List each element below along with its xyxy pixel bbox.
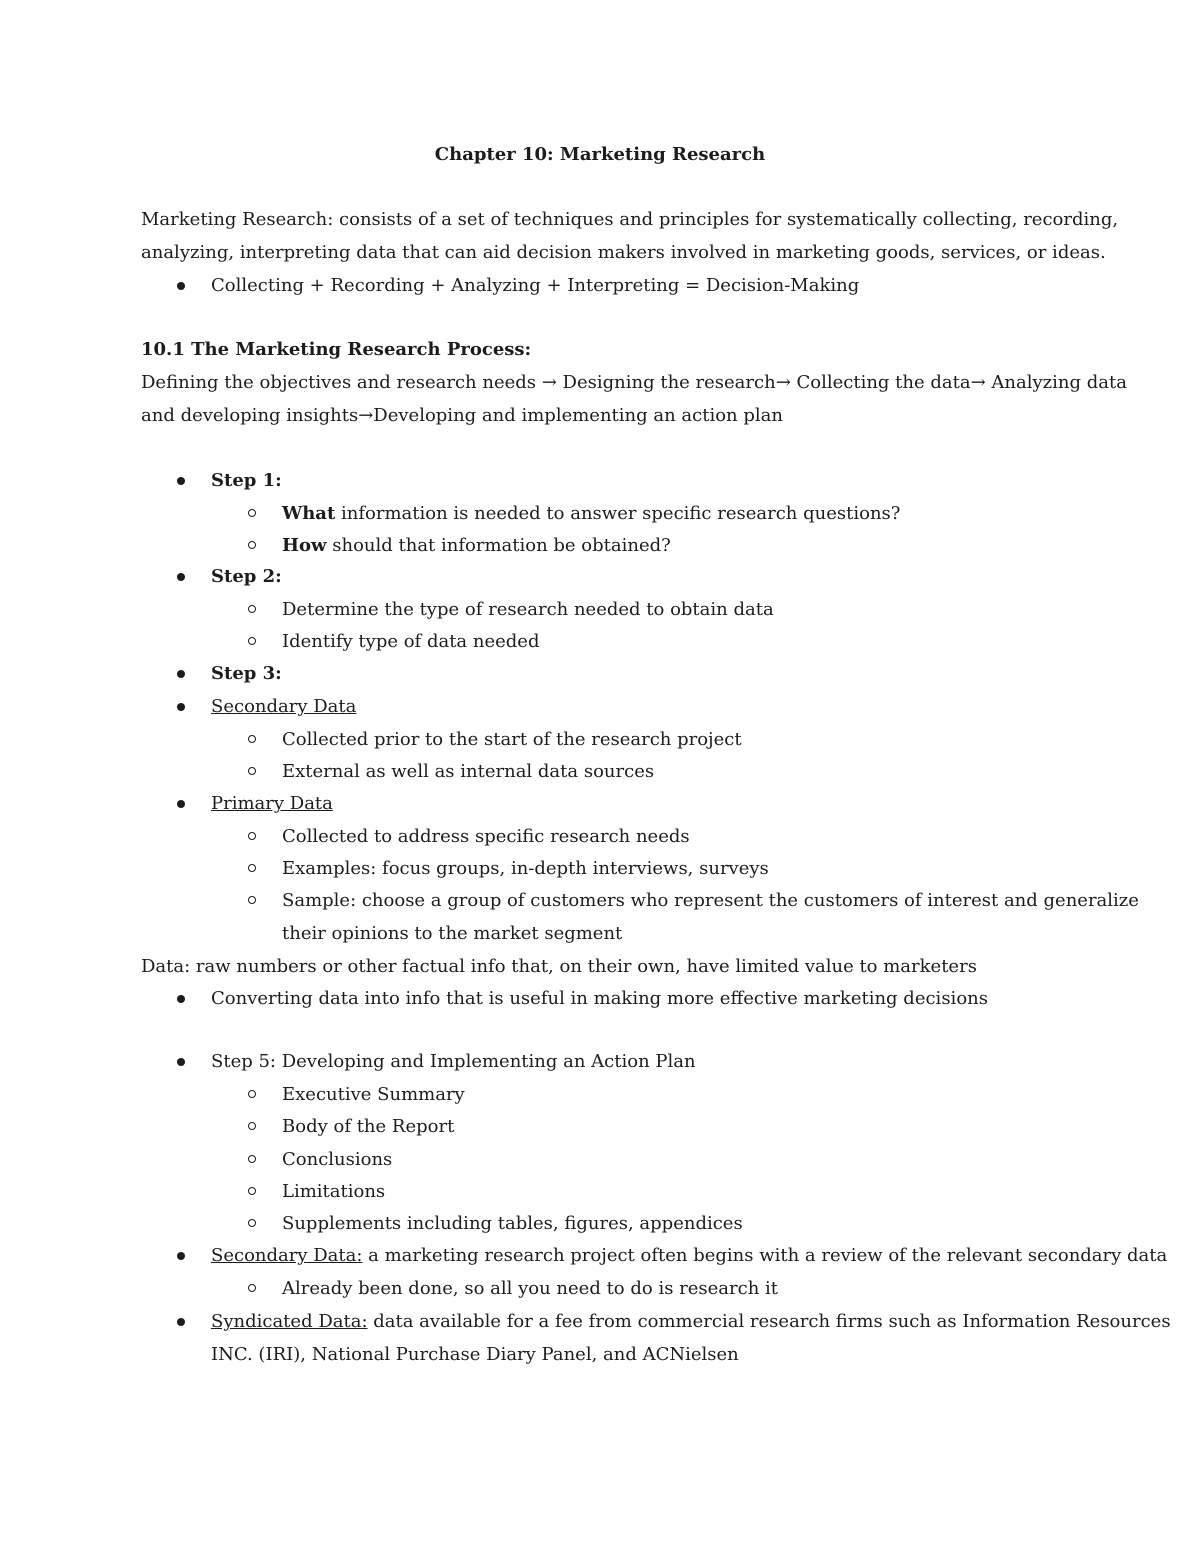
step-5-item: Conclusions [282, 1149, 393, 1170]
sub-bullet-icon [248, 864, 256, 872]
section-heading: 10.1 The Marketing Research Process: [141, 339, 532, 360]
bullet-icon [177, 670, 185, 678]
step-5-item: Limitations [282, 1181, 386, 1202]
sub-bullet-icon [248, 735, 256, 743]
step-5-item: Executive Summary [282, 1084, 465, 1105]
secondary-data-sub: Already been done, so all you need to do is research it [282, 1278, 779, 1299]
sub-bullet-icon [248, 637, 256, 645]
primary-data-item: Collected to address specific research needs [282, 826, 690, 847]
step-2-label: Step 2: [211, 566, 282, 587]
process-line-1: Defining the objectives and research needs → Designing the research→ Collecting the data→ Analyzing data [141, 372, 1127, 393]
bullet-icon [177, 995, 185, 1003]
primary-data-item: Sample: choose a group of customers who represent the customers of interest and generalize [282, 890, 1139, 911]
primary-data-item: Examples: focus groups, in-depth interviews, surveys [282, 858, 769, 879]
sub-bullet-icon [248, 896, 256, 904]
data-definition-bullet: Converting data into info that is useful in making more effective marketing decisions [211, 988, 988, 1009]
sub-bullet-icon [248, 1155, 256, 1163]
secondary-data-item: External as well as internal data sources [282, 761, 655, 782]
sub-bullet-icon [248, 1187, 256, 1195]
intro-line-1: Marketing Research: consists of a set of techniques and principles for systematically collecting, recording, [141, 209, 1119, 230]
syndicated-data-text: data available for a fee from commercial research firms such as Information Resources [367, 1311, 1171, 1332]
sub-bullet-icon [248, 832, 256, 840]
secondary-data-definition [211, 1244, 1167, 1268]
step-5-item: Body of the Report [282, 1116, 455, 1137]
sub-bullet-icon [248, 1122, 256, 1130]
secondary-data-text: a marketing research project often begins with a review of the relevant secondary data [362, 1245, 1168, 1266]
sub-bullet-icon [248, 509, 256, 517]
bullet-icon [177, 703, 185, 711]
bullet-icon [177, 573, 185, 581]
sub-bullet-icon [248, 1219, 256, 1227]
step-1-item-what [282, 502, 900, 526]
syndicated-data-definition [211, 1310, 1171, 1334]
step-5-item: Supplements including tables, figures, appendices [282, 1213, 743, 1234]
secondary-data-term: Secondary Data: [211, 1245, 363, 1266]
bullet-icon [177, 1252, 185, 1260]
sub-bullet-icon [248, 1284, 256, 1292]
data-definition: Data: raw numbers or other factual info that, on their own, have limited value to marketers [141, 956, 977, 977]
step-1-how-rest: should that information be obtained? [326, 535, 671, 556]
bullet-icon [177, 1318, 185, 1326]
primary-data-item-continued: their opinions to the market segment [282, 923, 623, 944]
bullet-icon [177, 800, 185, 808]
syndicated-data-term: Syndicated Data: [211, 1311, 368, 1332]
intro-line-2: analyzing, interpreting data that can aid decision makers involved in marketing goods, services, or ideas. [141, 242, 1106, 263]
secondary-data-label: Secondary Data [211, 696, 357, 717]
step-1-label: Step 1: [211, 470, 282, 491]
page-title: Chapter 10: Marketing Research [434, 144, 766, 165]
step-3-label: Step 3: [211, 663, 282, 684]
step-1-what: What [282, 503, 336, 524]
sub-bullet-icon [248, 605, 256, 613]
sub-bullet-icon [248, 541, 256, 549]
step-5-label: Step 5: Developing and Implementing an Action Plan [211, 1051, 696, 1072]
secondary-data-item: Collected prior to the start of the research project [282, 729, 742, 750]
sub-bullet-icon [248, 767, 256, 775]
sub-bullet-icon [248, 1090, 256, 1098]
step-1-item-how [282, 534, 671, 558]
bullet-icon [177, 477, 185, 485]
primary-data-label: Primary Data [211, 793, 333, 814]
step-2-item: Determine the type of research needed to obtain data [282, 599, 774, 620]
process-line-2: and developing insights→Developing and implementing an action plan [141, 405, 783, 426]
bullet-icon [177, 1058, 185, 1066]
step-1-how: How [282, 535, 327, 556]
intro-bullet: Collecting + Recording + Analyzing + Interpreting = Decision-Making [211, 275, 860, 296]
step-2-item: Identify type of data needed [282, 631, 540, 652]
syndicated-data-line-2: INC. (IRI), National Purchase Diary Panel, and ACNielsen [211, 1344, 739, 1365]
step-1-what-rest: information is needed to answer specific research questions? [335, 503, 901, 524]
bullet-icon [177, 282, 185, 290]
